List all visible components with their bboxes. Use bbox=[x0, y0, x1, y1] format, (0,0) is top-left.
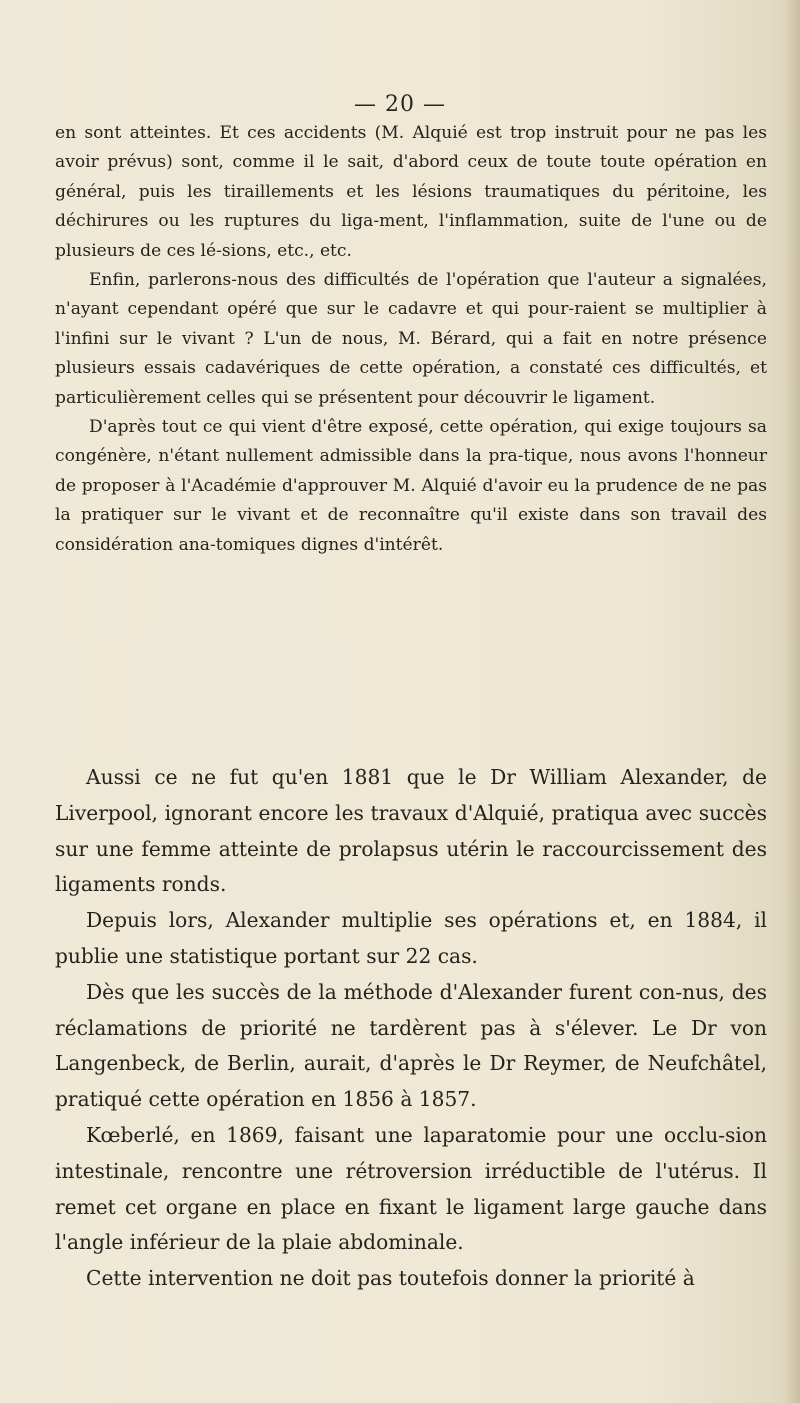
history-text-block bbox=[55, 760, 767, 1297]
paragraph-alexander-1881: Aussi ce ne fut qu'en 1881 que le Dr William Alexander, de Liverpool, ignorant encore les travaux d'Alquié, pratiqua avec succès sur une femme atteinte de prolapsus utérin le raccourcissement des ligaments ronds. bbox=[55, 765, 767, 897]
paragraph-alexander-1884: Depuis lors, Alexander multiplie ses opérations et, en 1884, il publie une statistique portant sur 22 cas. bbox=[55, 908, 767, 968]
report-text-block bbox=[55, 119, 767, 560]
paragraph-conclusion: D'après tout ce qui vient d'être exposé, cette opération, qui exige toujours sa congénère, n'étant nullement admissible dans la pra-tique, nous avons l'honneur de proposer à l'Académie d'approuver M. Alquié d'avoir eu la prudence de ne pas la pratiquer sur le vivant et de reconnaître qu'il existe dans son travail des considération ana-tomiques dignes d'intérêt. bbox=[55, 417, 767, 555]
page-edge-shadow bbox=[786, 0, 800, 1403]
paragraph-intervention: Cette intervention ne doit pas toutefois donner la priorité à bbox=[86, 1266, 695, 1291]
paragraph-priorite: Dès que les succès de la méthode d'Alexander furent con-nus, des réclamations de priorité ne tardèrent pas à s'élever. Le Dr von Langenbeck, de Berlin, aurait, d'après le Dr Reymer, de Neufchâtel, pratiqué cette opération en 1856 à 1857. bbox=[55, 979, 767, 1112]
paragraph-difficultes: Enfin, parlerons-nous des difficultés de l'opération que l'auteur a signalées, n'ayant cependant opéré que sur le cadavre et qui pour-raient se multiplier à l'infini sur le vivant ? L'un de nous, M. Bérard, qui a fait en notre présence plusieurs essais cadavériques de cette opération, a constaté ces difficultés, et particulièrement celles qui se présentent pour découvrir le ligament. bbox=[55, 270, 767, 408]
page-number: — 20 — bbox=[354, 92, 446, 117]
paragraph-accidents: en sont atteintes. Et ces accidents (M. Alquié est trop instruit pour ne pas les avoir prévus) sont, comme il le sait, d'abord ceux de toute toute opération en général, puis les tiraillements et les lésions traumatiques du péritoine, les déchirures ou les ruptures du liga-ment, l'inflammation, suite de l'une ou de plusieurs de ces lé-sions, etc., etc. bbox=[55, 123, 767, 261]
paragraph-koeberle: Kœberlé, en 1869, faisant une laparatomie pour une occlu-sion intestinale, rencontre une rétroversion irréductible de l'utérus. Il remet cet organe en place en fixant le ligament large gauche dans l'angle inférieur de la plaie abdominale. bbox=[55, 1122, 767, 1255]
